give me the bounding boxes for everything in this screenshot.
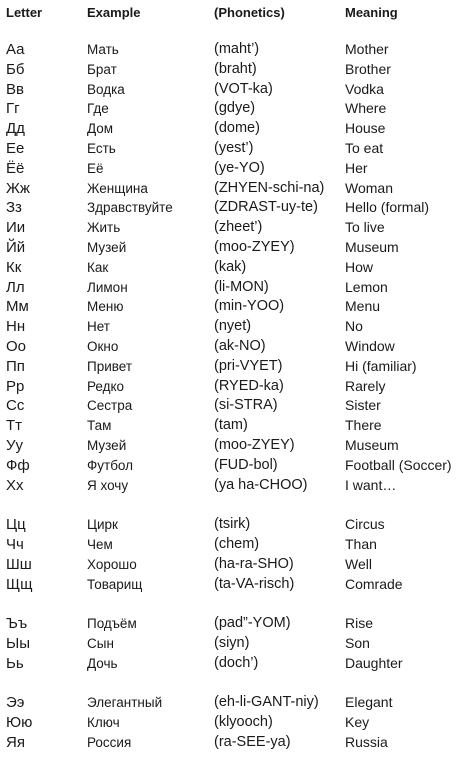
table-row [0, 416, 474, 436]
table-row [0, 218, 474, 238]
example-cell: Там [87, 418, 112, 434]
example-cell: Редко [87, 378, 125, 394]
example-cell: Брат [87, 61, 117, 77]
table-row [0, 575, 474, 595]
letter-cell: Ыы [6, 634, 31, 652]
meaning-cell: I want… [345, 476, 397, 493]
meaning-cell: Key [345, 714, 370, 731]
letter-cell: Мм [6, 298, 29, 316]
meaning-cell: Museum [345, 238, 399, 255]
table-row [0, 99, 474, 119]
meaning-cell: Daughter [345, 654, 403, 671]
table-row [0, 119, 474, 139]
table-row [0, 535, 474, 555]
example-cell: Окно [87, 338, 119, 354]
example-cell: Где [87, 101, 109, 117]
phonetics-cell: (tam) [214, 417, 248, 434]
phonetics-cell: (FUD-bol) [214, 456, 278, 473]
phonetics-cell: (eh-li-GANT-niy) [214, 694, 319, 711]
example-cell: Хорошо [87, 556, 137, 572]
letter-cell: Кк [6, 258, 22, 276]
meaning-cell: Son [345, 634, 370, 651]
example-cell: Футбол [87, 457, 134, 473]
phonetics-cell: (ZDRAST-uy-te) [214, 199, 318, 216]
phonetics-cell: (yest’) [214, 139, 254, 156]
table-row [0, 159, 474, 179]
example-cell: Сестра [87, 398, 133, 414]
letter-cell: Гг [6, 100, 20, 118]
meaning-cell: To live [345, 219, 385, 236]
letter-cell: Тт [6, 417, 23, 435]
meaning-cell: How [345, 258, 374, 275]
alphabet-table [0, 40, 474, 753]
table-row [0, 555, 474, 575]
letter-cell: Дд [6, 120, 25, 138]
meaning-cell: Mother [345, 41, 389, 57]
phonetics-cell: (braht) [214, 60, 257, 77]
example-cell: Подъём [87, 616, 137, 632]
letter-cell: Ъъ [6, 615, 28, 633]
letter-cell: Щщ [6, 575, 33, 593]
letter-cell: Чч [6, 535, 24, 553]
letter-cell: Сс [6, 397, 25, 415]
phonetics-cell: (moo-ZYEY) [214, 238, 295, 255]
table-row [0, 436, 474, 456]
phonetics-cell: (chem) [214, 535, 260, 552]
phonetics-cell: (ha-ra-SHO) [214, 555, 294, 572]
phonetics-cell: (klyooch) [214, 714, 273, 731]
phonetics-cell: (ra-SEE-ya) [214, 733, 291, 750]
letter-cell: Хх [6, 476, 24, 494]
meaning-cell: Her [345, 159, 368, 176]
meaning-cell: Vodka [345, 80, 384, 97]
example-cell: Нет [87, 319, 110, 335]
table-row [0, 337, 474, 357]
example-cell: Дом [87, 121, 114, 137]
table-row [0, 139, 474, 159]
meaning-cell: Hello (formal) [345, 199, 430, 216]
table-row [0, 317, 474, 337]
letter-cell: Фф [6, 456, 30, 474]
letter-cell: Йй [6, 238, 26, 256]
meaning-cell: Museum [345, 436, 399, 453]
meaning-cell: Elegant [345, 694, 393, 711]
header-letter: Letter [6, 5, 43, 20]
table-row [0, 614, 474, 634]
example-cell: Привет [87, 358, 133, 374]
table-row [0, 713, 474, 733]
meaning-cell: Lemon [345, 278, 388, 295]
example-cell: Сын [87, 635, 114, 651]
example-cell: Есть [87, 140, 116, 156]
phonetics-cell: (ZHYEN-schi-na) [214, 179, 325, 196]
meaning-cell: Woman [345, 179, 393, 196]
phonetics-cell: (gdye) [214, 100, 256, 117]
letter-cell: Зз [6, 199, 22, 217]
letter-cell: Жж [6, 179, 30, 197]
table-row [0, 238, 474, 258]
example-cell: Ключ [87, 715, 120, 731]
example-cell: Женщина [87, 180, 148, 196]
letter-cell: Цц [6, 516, 26, 534]
table-row [0, 40, 474, 60]
example-cell: Элегантный [87, 695, 163, 711]
meaning-cell: No [345, 318, 363, 335]
phonetics-cell: (li-MON) [214, 278, 269, 295]
table-row [0, 634, 474, 654]
table-row [0, 456, 474, 476]
letter-cell: Ии [6, 219, 26, 237]
phonetics-cell: (tsirk) [214, 516, 251, 533]
table-row [0, 654, 474, 674]
phonetics-cell: (VOT-ka) [214, 80, 273, 97]
table-row [0, 515, 474, 535]
meaning-cell: Circus [345, 516, 385, 533]
table-row [0, 377, 474, 397]
example-cell: Здравствуйте [87, 200, 173, 216]
meaning-cell: Menu [345, 298, 381, 315]
example-cell: Музей [87, 239, 127, 255]
example-cell: Музей [87, 437, 127, 453]
letter-cell: Пп [6, 357, 25, 375]
phonetics-cell: (si-STRA) [214, 397, 278, 414]
phonetics-cell: (pri-VYET) [214, 357, 283, 374]
letter-cell: Яя [6, 733, 25, 751]
table-row [0, 733, 474, 753]
phonetics-cell: (dome) [214, 120, 260, 137]
meaning-cell: Where [345, 100, 387, 117]
table-row [0, 278, 474, 298]
letter-cell: Уу [6, 436, 24, 454]
example-cell: Как [87, 259, 109, 275]
table-row [0, 80, 474, 100]
meaning-cell: House [345, 120, 386, 137]
phonetics-cell: (doch’) [214, 654, 259, 671]
meaning-cell: To eat [345, 139, 384, 156]
table-row [0, 357, 474, 377]
letter-cell: Ээ [6, 694, 25, 712]
meaning-cell: There [345, 417, 382, 434]
letter-cell: Рр [6, 377, 25, 395]
letter-cell: Аа [6, 41, 25, 58]
phonetics-cell: (min-YOO) [214, 298, 285, 315]
table-row [0, 476, 474, 496]
example-cell: Россия [87, 734, 132, 750]
header-meaning: Meaning [345, 5, 398, 20]
example-cell: Дочь [87, 655, 118, 671]
phonetics-cell: (ye-YO) [214, 159, 265, 176]
letter-cell: Ьь [6, 654, 24, 672]
phonetics-cell: (ya ha-CHOO) [214, 476, 308, 493]
table-row [0, 396, 474, 416]
phonetics-cell: (zheet’) [214, 219, 263, 236]
meaning-cell: Well [345, 555, 372, 572]
table-row [0, 198, 474, 218]
phonetics-cell: (nyet) [214, 318, 252, 335]
meaning-cell: Brother [345, 60, 391, 77]
example-cell: Лимон [87, 279, 128, 295]
meaning-cell: Football (Soccer) [345, 456, 452, 473]
letter-cell: Вв [6, 80, 24, 98]
letter-cell: Ёё [6, 159, 25, 177]
phonetics-cell: (moo-ZYEY) [214, 436, 295, 453]
phonetics-cell: (kak) [214, 258, 247, 275]
letter-cell: Шш [6, 555, 32, 573]
meaning-cell: Hi (familiar) [345, 357, 417, 374]
letter-cell: Ее [6, 139, 25, 157]
header-phonetics: (Phonetics) [214, 5, 285, 20]
phonetics-cell: (ak-NO) [214, 337, 266, 354]
example-cell: Товарищ [87, 576, 143, 592]
table-row [0, 693, 474, 713]
meaning-cell: Rarely [345, 377, 386, 394]
letter-cell: Юю [6, 714, 33, 732]
table-header [0, 5, 474, 23]
letter-cell: Бб [6, 60, 25, 78]
example-cell: Мать [87, 42, 119, 57]
example-cell: Цирк [87, 517, 118, 533]
phonetics-cell: (RYED-ka) [214, 377, 284, 394]
example-cell: Меню [87, 299, 124, 315]
meaning-cell: Sister [345, 397, 381, 414]
header-example: Example [87, 5, 141, 20]
table-row [0, 258, 474, 278]
example-cell: Водка [87, 81, 125, 97]
letter-cell: Оо [6, 337, 27, 355]
example-cell: Её [87, 160, 104, 176]
letter-cell: Нн [6, 318, 26, 336]
example-cell: Чем [87, 536, 113, 552]
letter-cell: Лл [6, 278, 25, 296]
meaning-cell: Comrade [345, 575, 403, 592]
table-row [0, 297, 474, 317]
phonetics-cell: (siyn) [214, 634, 250, 651]
phonetics-cell: (pad”-YOM) [214, 615, 291, 632]
meaning-cell: Window [345, 337, 395, 354]
table-row [0, 60, 474, 80]
meaning-cell: Russia [345, 733, 388, 750]
example-cell: Я хочу [87, 477, 129, 493]
example-cell: Жить [87, 220, 121, 236]
phonetics-cell: (ta-VA-risch) [214, 575, 295, 592]
meaning-cell: Than [345, 535, 377, 552]
meaning-cell: Rise [345, 615, 374, 632]
table-row [0, 179, 474, 199]
phonetics-cell: (maht’) [214, 41, 260, 57]
